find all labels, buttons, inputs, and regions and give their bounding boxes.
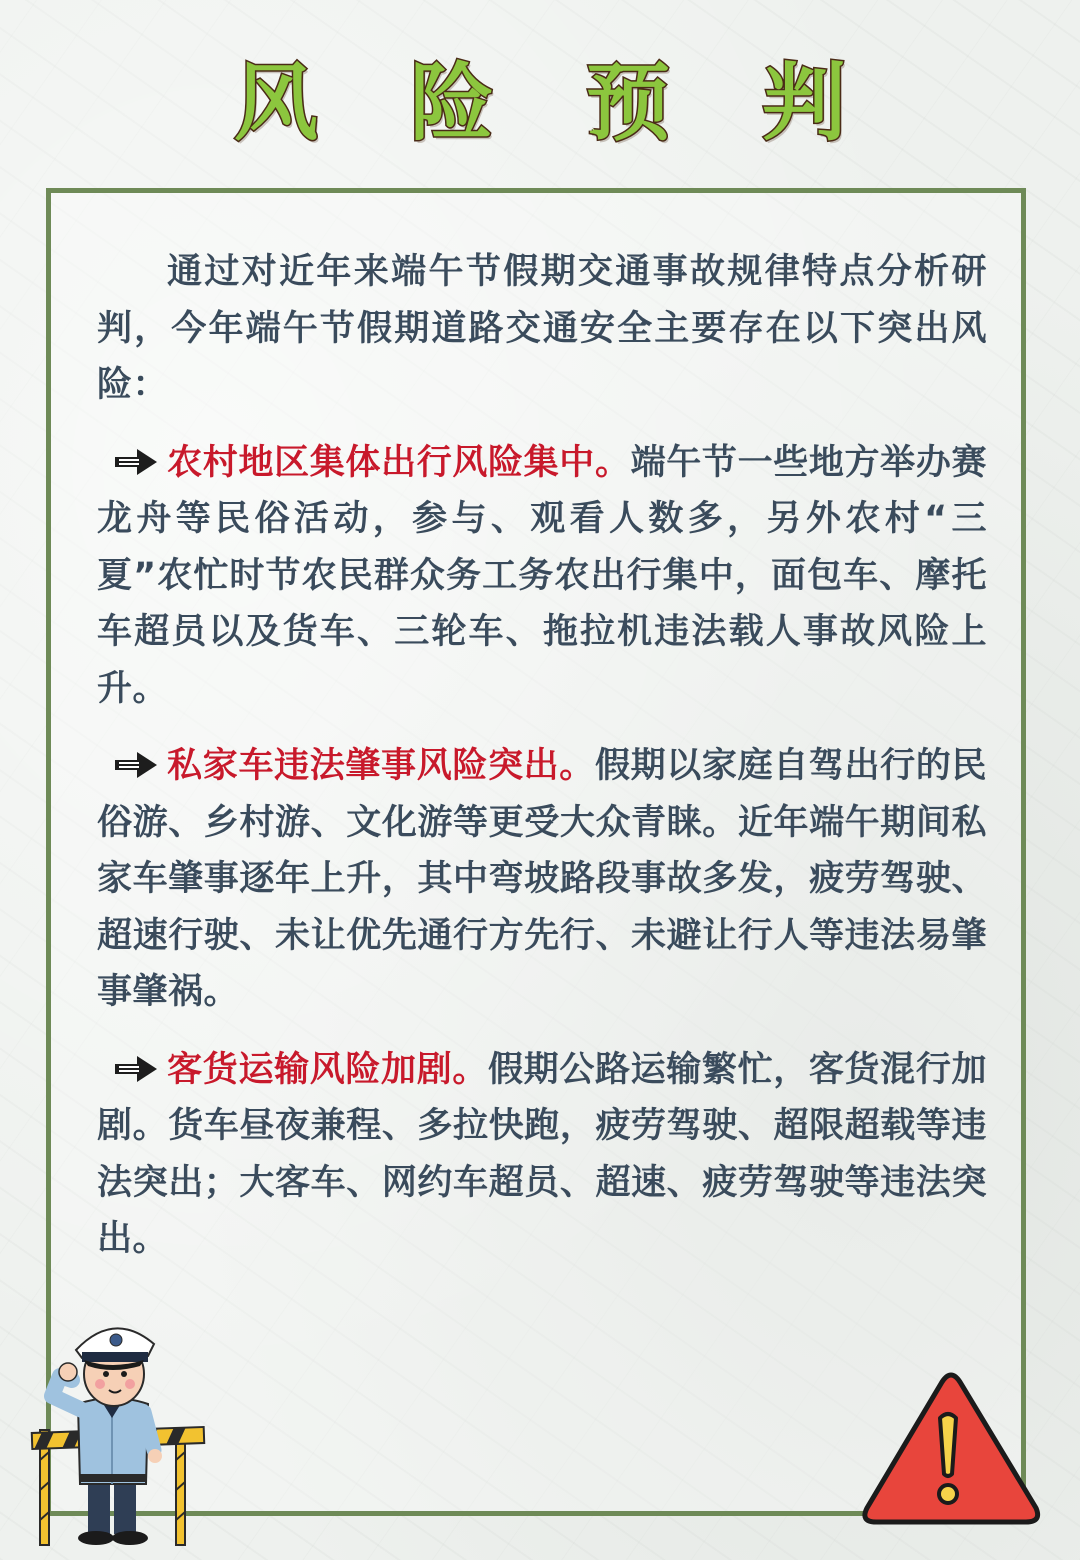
article-body (97, 244, 987, 1268)
title-char: 预 (585, 54, 670, 152)
risk-paragraph (97, 1042, 987, 1268)
page-title (0, 48, 1080, 158)
traffic-police-illustration (26, 1300, 211, 1550)
title-char: 判 (761, 54, 846, 152)
intro-paragraph: 通过对近年来端午节假期交通事故规律特点分析研判，今年端午节假期道路交通安全主要存在以下突出风险： (97, 252, 987, 405)
risk-heading: 私家车违法肇事风险突出。 (167, 746, 595, 786)
title-char: 风 (233, 54, 318, 152)
risk-heading: 客货运输风险加剧。 (167, 1049, 489, 1090)
risk-body: 假期公路运输繁忙，客货混行加剧。货车昼夜兼程、多拉快跑，疲劳驾驶、超限超载等违法突出；大客车、网约车超员、超速、疲劳驾驶等违法突出。 (97, 1049, 987, 1259)
title-char: 险 (409, 54, 494, 152)
risk-heading: 农村地区集体出行风险集中。 (167, 442, 631, 483)
right-arrow-icon (113, 1053, 163, 1085)
warning-triangle-icon (860, 1370, 1042, 1530)
right-arrow-icon (113, 749, 163, 781)
risk-body: 假期以家庭自驾出行的民俗游、乡村游、文化游等更受大众青睐。近年端午期间私家车肇事逐年上升，其中弯坡路段事故多发，疲劳驾驶、超速行驶、未让优先通行方先行、未避让行人等违法易肇事肇祸。 (97, 746, 987, 1012)
risk-paragraph (97, 435, 987, 718)
right-arrow-icon (113, 446, 163, 478)
risk-paragraph (97, 738, 987, 1021)
risk-body: 端午节一些地方举办赛龙舟等民俗活动，参与、观看人数多，另外农村“三夏”农忙时节农民群众务工务农出行集中，面包车、摩托车超员以及货车、三轮车、拖拉机违法载人事故风险上升。 (97, 442, 987, 709)
